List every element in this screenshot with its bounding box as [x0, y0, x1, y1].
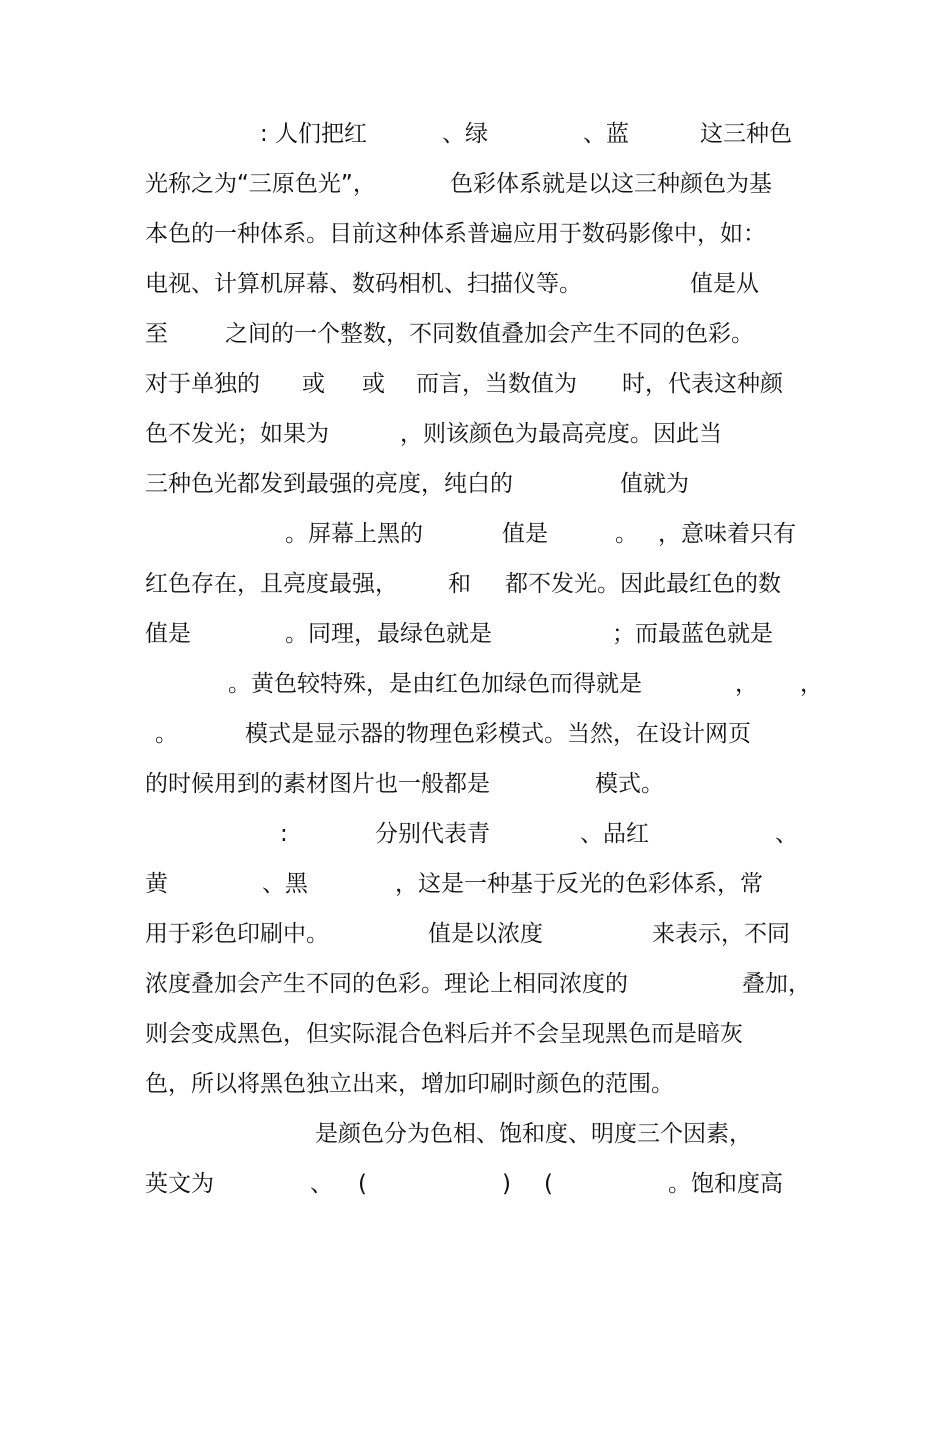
- text-segment: 模式是显示器的物理色彩模式。当然，在设计网页: [245, 721, 751, 747]
- text-segment: 分别代表青: [375, 821, 490, 847]
- text-line-5: [0, 316, 950, 352]
- text-segment: 。屏幕上黑的: [285, 521, 423, 547]
- text-segment: 。饱和度高: [668, 1171, 783, 1197]
- text-segment: 则会变成黑色，但实际混合色料后并不会呈现黑色而是暗灰: [145, 1021, 743, 1047]
- text-line-3: [0, 216, 950, 252]
- text-line-17: [0, 916, 950, 952]
- text-segment: 或: [362, 371, 385, 397]
- text-segment: 、品红: [580, 821, 649, 847]
- text-line-14: [0, 766, 950, 802]
- text-line-10: [0, 566, 950, 602]
- text-segment: 电视、计算机屏幕、数码相机、扫描仪等。: [145, 271, 582, 297]
- text-line-7: [0, 416, 950, 452]
- text-segment: ，这是一种基于反光的色彩体系，常: [395, 871, 763, 897]
- text-segment: 。黄色较特殊，是由红色加绿色而得就是: [228, 671, 642, 697]
- text-segment: ；而最蓝色就是: [612, 621, 773, 647]
- text-segment: 和: [448, 571, 471, 597]
- text-segment: 色不发光；如果为: [145, 421, 329, 447]
- text-segment: 、黑: [262, 871, 308, 897]
- text-segment: 。同理，最绿色就是: [285, 621, 492, 647]
- text-segment: 用于彩色印刷中。: [145, 921, 329, 947]
- text-line-8: [0, 466, 950, 502]
- text-segment: : 人们把红: [260, 121, 368, 147]
- text-segment: 模式。: [595, 771, 664, 797]
- text-segment: 、: [775, 821, 798, 847]
- text-segment: 、绿: [442, 121, 488, 147]
- text-segment: 叠加，: [742, 971, 811, 997]
- text-line-20: [0, 1066, 950, 1102]
- text-segment: 的时候用到的素材图片也一般都是: [145, 771, 490, 797]
- text-segment: ，意味着只有: [658, 521, 796, 547]
- text-line-21: [0, 1116, 950, 1152]
- text-segment: 、蓝: [583, 121, 629, 147]
- text-line-12: [0, 666, 950, 702]
- text-segment: 值就为: [620, 471, 689, 497]
- text-segment: ，则该颜色为最高亮度。因此当: [400, 421, 722, 447]
- text-segment: 黄: [145, 871, 168, 897]
- text-segment: 。: [155, 721, 178, 747]
- text-segment: ): [502, 1171, 511, 1197]
- text-segment: 而言，当数值为: [416, 371, 577, 397]
- text-line-22: [0, 1166, 950, 1202]
- text-segment: 都不发光。因此最红色的数: [505, 571, 781, 597]
- text-segment: 这三种色: [700, 121, 792, 147]
- text-segment: 之间的一个整数，不同数值叠加会产生不同的色彩。: [225, 321, 754, 347]
- text-segment: ，: [735, 671, 758, 697]
- text-line-15: [0, 816, 950, 852]
- text-segment: 、: [310, 1171, 333, 1197]
- text-line-1: [0, 116, 950, 152]
- text-segment: 色彩体系就是以这三种颜色为基: [450, 171, 772, 197]
- text-line-13: [0, 716, 950, 752]
- text-line-9: [0, 516, 950, 552]
- text-segment: :: [280, 821, 288, 847]
- text-segment: 或: [302, 371, 325, 397]
- text-segment: 是颜色分为色相、饱和度、明度三个因素，: [315, 1121, 752, 1147]
- text-line-2: [0, 166, 950, 202]
- text-segment: 色，所以将黑色独立出来，增加印刷时颜色的范围。: [145, 1071, 674, 1097]
- text-segment: 值是以浓度: [428, 921, 543, 947]
- text-segment: 对于单独的: [145, 371, 260, 397]
- text-segment: 本色的一种体系。目前这种体系普遍应用于数码影像中，如：: [145, 221, 766, 247]
- text-segment: 时，代表这种颜: [622, 371, 783, 397]
- text-segment: 值是: [145, 621, 191, 647]
- text-line-16: [0, 866, 950, 902]
- text-line-11: [0, 616, 950, 652]
- text-segment: 英文为: [145, 1171, 214, 1197]
- text-line-18: [0, 966, 950, 1002]
- text-line-19: [0, 1016, 950, 1052]
- text-segment: 光称之为“三原色光”，: [145, 171, 376, 197]
- text-segment: 来表示，不同: [652, 921, 790, 947]
- text-segment: 红色存在，且亮度最强，: [145, 571, 398, 597]
- text-line-6: [0, 366, 950, 402]
- text-segment: (: [544, 1171, 553, 1197]
- text-segment: ，: [800, 671, 823, 697]
- text-segment: 值是: [502, 521, 548, 547]
- text-segment: 至: [145, 321, 168, 347]
- text-segment: (: [358, 1171, 367, 1197]
- text-segment: 三种色光都发到最强的亮度，纯白的: [145, 471, 513, 497]
- text-line-4: [0, 266, 950, 302]
- text-segment: 值是从: [690, 271, 759, 297]
- text-segment: 。: [615, 521, 638, 547]
- text-segment: 浓度叠加会产生不同的色彩。理论上相同浓度的: [145, 971, 628, 997]
